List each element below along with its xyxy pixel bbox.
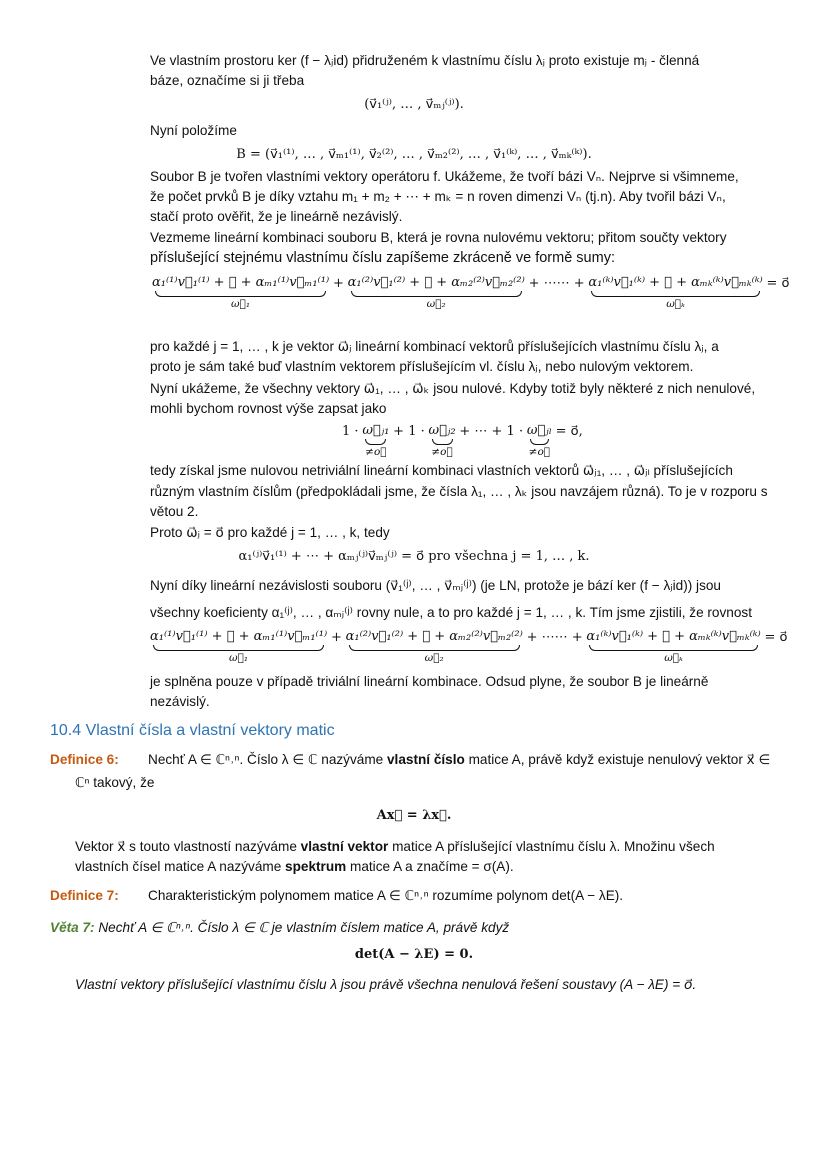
equation-basis: (v⃗₁⁽ʲ⁾, … , v⃗ₘⱼ⁽ʲ⁾). [364,97,464,112]
underbrace-group: ω⃗ⱼₗ ≠o⃗ [526,423,552,458]
proof-line: Nyní ukážeme, že všechny vektory ω⃗₁, … , ω⃗ₖ jsou nulové. Kdyby totiž byly některé z nich nenulové, [150,381,756,396]
definition-6-text: Vektor x⃗ s touto vlastností nazýváme vlastní vektor matice A příslušející vlastnímu číslu λ. Množinu všech [75,839,715,854]
proof-line: Vezmeme lineární kombinaci souboru B, která je rovna nulovému vektoru; přitom součty vektory [150,230,727,245]
definition-6-text: vlastních čísel matice A nazýváme spektrum matice A a značíme = σ(A). [75,859,514,874]
proof-line: tedy získal jsme nulovou netriviální lineární kombinaci vlastních vektorů ω⃗ⱼ₁, … , ω⃗ⱼₗ příslušejících [150,463,733,478]
proof-line: je splněna pouze v případě triviální lineární kombinace. Odsud plyne, že soubor B je lineárně [150,674,709,689]
equation-nonzero-sum: 1 · ω⃗ⱼ₁ ≠o⃗ + 1 · ω⃗ⱼ₂ ≠o⃗ + ⋯ + 1 · ω⃗ⱼₗ ≠o⃗ = o⃗, [342,423,583,458]
definition-6-text: ℂⁿ takový, že [75,775,155,790]
equation-B: B = (v⃗₁⁽¹⁾, … , v⃗ₘ₁⁽¹⁾, v⃗₂⁽²⁾, … , v⃗ₘ₂⁽²⁾, … , v⃗₁⁽ᵏ⁾, … , v⃗ₘₖ⁽ᵏ⁾). [236,147,592,162]
equation-sum-braces: α₁⁽¹⁾v⃗₁⁽¹⁾ + ⋯ + αₘ₁⁽¹⁾v⃗ₘ₁⁽¹⁾ ω⃗₁ + α₁⁽²⁾v⃗₁⁽²⁾ + ⋯ + αₘ₂⁽²⁾v⃗ₘ₂⁽²⁾ ω⃗₂ + ⋯⋯ + α₁⁽ᵏ⁾v⃗₁⁽ᵏ⁾ + ⋯ + αₘₖ⁽ᵏ⁾v⃗ₘₖ⁽ᵏ⁾ ω⃗ₖ = o⃗ [152,275,790,310]
underbrace-group: α₁⁽¹⁾v⃗₁⁽¹⁾ + ⋯ + αₘ₁⁽¹⁾v⃗ₘ₁⁽¹⁾ ω⃗₁ [152,275,330,310]
proof-line: Proto ω⃗ⱼ = o⃗ pro každé j = 1, … , k, tedy [150,525,390,540]
definition-6-label: Definice 6: [50,752,119,767]
proof-line: stačí proto ověřit, že je lineárně nezávislý. [150,209,403,224]
definition-7-label: Definice 7: [50,888,119,903]
theorem-7: Věta 7: Nechť A ∈ ℂⁿ˒ⁿ. Číslo λ ∈ ℂ je vlastním číslem matice A, právě když [50,920,510,935]
proof-line: příslušející stejnému vlastnímu číslu zapíšeme zkráceně ve formě sumy: [150,250,615,266]
proof-line: větou 2. [150,504,199,519]
proof-line: pro každé j = 1, … , k je vektor ω⃗ⱼ lineární kombinací vektorů příslušejících vlastnímu číslu λⱼ, a [150,339,719,354]
proof-line: Nyní položíme [150,123,237,138]
proof-line: Nyní díky lineární nezávislosti souboru (v⃗₁⁽ʲ⁾, … , v⃗ₘⱼ⁽ʲ⁾) (je LN, protože je bází ker (f − λⱼid)) jsou [150,578,721,593]
proof-line: mohli bychom rovnost výše zapsat jako [150,401,387,416]
underbrace-group: α₁⁽²⁾v⃗₁⁽²⁾ + ⋯ + αₘ₂⁽²⁾v⃗ₘ₂⁽²⁾ ω⃗₂ [345,629,523,664]
proof-line: různým vlastním číslům (předpokládali jsme, že čísla λ₁, … , λₖ jsou navzájem různá). To je v rozporu s [150,484,768,499]
underbrace-group: α₁⁽ᵏ⁾v⃗₁⁽ᵏ⁾ + ⋯ + αₘₖ⁽ᵏ⁾v⃗ₘₖ⁽ᵏ⁾ ω⃗ₖ [586,629,761,664]
theorem-7-label: Věta 7: [50,920,95,935]
underbrace-group: α₁⁽¹⁾v⃗₁⁽¹⁾ + ⋯ + αₘ₁⁽¹⁾v⃗ₘ₁⁽¹⁾ ω⃗₁ [150,629,328,664]
section-heading: 10.4 Vlastní čísla a vlastní vektory matic [50,722,335,739]
definition-7-text: Charakteristickým polynomem matice A ∈ ℂⁿ˒ⁿ rozumíme polynom det(A − λE). [148,888,624,903]
underbrace-group: α₁⁽ᵏ⁾v⃗₁⁽ᵏ⁾ + ⋯ + αₘₖ⁽ᵏ⁾v⃗ₘₖ⁽ᵏ⁾ ω⃗ₖ [588,275,763,310]
equation-sum-braces-repeat: α₁⁽¹⁾v⃗₁⁽¹⁾ + ⋯ + αₘ₁⁽¹⁾v⃗ₘ₁⁽¹⁾ ω⃗₁ + α₁⁽²⁾v⃗₁⁽²⁾ + ⋯ + αₘ₂⁽²⁾v⃗ₘ₂⁽²⁾ ω⃗₂ + ⋯⋯ + α₁⁽ᵏ⁾v⃗₁⁽ᵏ⁾ + ⋯ + αₘₖ⁽ᵏ⁾v⃗ₘₖ⁽ᵏ⁾ ω⃗ₖ = o⃗ [150,629,788,664]
proof-line: Ve vlastním prostoru ker (f − λⱼid) přidruženém k vlastnímu číslu λⱼ proto existuje mⱼ - členná [150,53,700,68]
equation-eigen: Ax⃗ = λx⃗. [376,808,452,823]
equation-characteristic: det(A − λE) = 0. [354,947,474,962]
proof-line: že počet prvků B je díky vztahu m₁ + m₂ + ⋯ + mₖ = n roven dimenzi Vₙ (tj.n). Aby tvořil bázi Vₙ, [150,189,726,204]
equation-coefficients: α₁⁽ʲ⁾v⃗₁⁽¹⁾ + ⋯ + αₘⱼ⁽ʲ⁾v⃗ₘⱼ⁽ʲ⁾ = o⃗ pro všechna j = 1, … , k. [238,549,590,564]
proof-line: proto je sám také buď vlastním vektorem příslušejícím vl. číslu λⱼ, nebo nulovým vektorem. [150,359,694,374]
proof-line: všechny koeficienty α₁⁽ʲ⁾, … , αₘⱼ⁽ʲ⁾ rovny nule, a to pro každé j = 1, … , k. Tím jsme zjistili, že rovnost [150,605,752,620]
underbrace-group: ω⃗ⱼ₂ ≠o⃗ [428,423,456,458]
definition-6-text: Nechť A ∈ ℂⁿ˒ⁿ. Číslo λ ∈ ℂ nazýváme vlastní číslo matice A, právě když existuje nenulový vektor x⃗ ∈ [148,752,771,767]
underbrace-group: α₁⁽²⁾v⃗₁⁽²⁾ + ⋯ + αₘ₂⁽²⁾v⃗ₘ₂⁽²⁾ ω⃗₂ [347,275,525,310]
theorem-7-text: Vlastní vektory příslušející vlastnímu číslu λ jsou právě všechna nenulová řešení soustavy (A − λE) = o⃗. [75,977,697,992]
proof-line: nezávislý. [150,694,210,709]
underbrace-group: ω⃗ⱼ₁ ≠o⃗ [362,423,390,458]
proof-line: Soubor B je tvořen vlastními vektory operátoru f. Ukážeme, že tvoří bázi Vₙ. Nejprve si všimneme, [150,169,739,184]
proof-line: báze, označíme si ji třeba [150,73,305,88]
